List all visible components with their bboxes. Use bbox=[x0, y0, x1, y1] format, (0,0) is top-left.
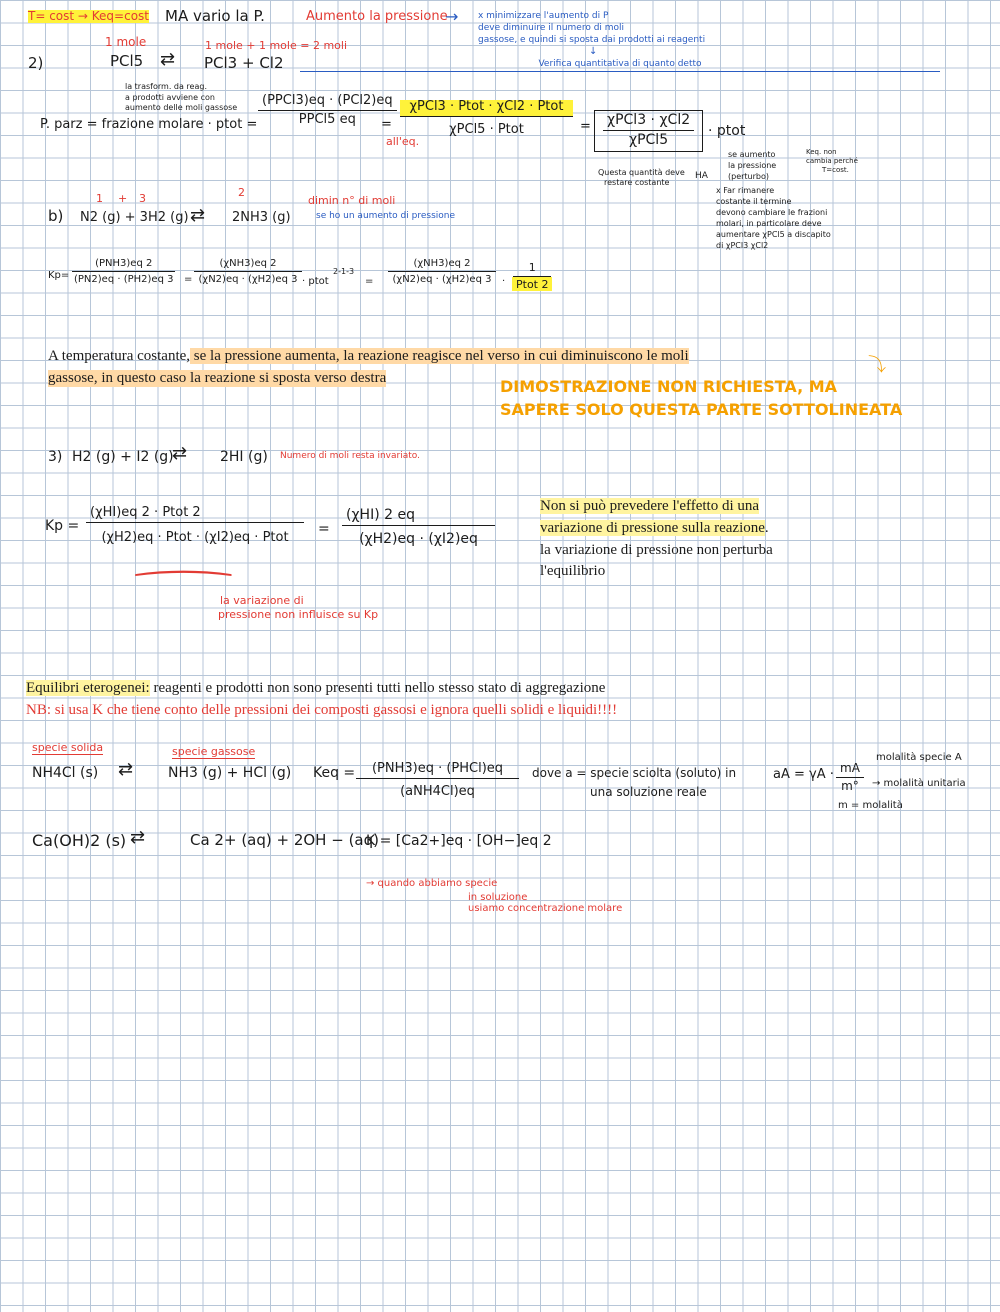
het-line1 bbox=[26, 680, 605, 697]
quando-note-1: → quando abbiamo specie bbox=[366, 878, 498, 889]
a-formula: aA = γA · bbox=[773, 767, 834, 782]
brace-icon: ( bbox=[122, 568, 249, 578]
one-mole-label: 1 mole bbox=[105, 35, 147, 49]
numero-label: Numero di moli resta invariato. bbox=[280, 451, 420, 461]
ppar-label: P. parz = frazione molare · ptot = bbox=[40, 117, 258, 132]
la-var-2: pressione non influisce su Kp bbox=[218, 608, 379, 621]
ex2-products: PCl3 + Cl2 bbox=[204, 54, 284, 72]
questa-note: Questa quantità deve bbox=[598, 168, 685, 177]
trasform-note-1: la trasform. da reag. bbox=[125, 82, 207, 91]
ex3-fraction-1 bbox=[86, 506, 304, 546]
far-note-3: devono cambiare le frazioni bbox=[716, 208, 828, 217]
molalita-a-label: molalità specie A bbox=[876, 752, 962, 763]
coef-2: 2 bbox=[238, 186, 245, 199]
ex3-number: 3) bbox=[48, 449, 63, 465]
dot-b: · bbox=[502, 276, 506, 287]
keq-label: Keq = bbox=[313, 765, 356, 781]
keq-note-3: T=cost. bbox=[822, 166, 849, 174]
box-den: χPCl5 bbox=[629, 132, 669, 149]
dim-label-2: SAPERE SOLO QUESTA PARTE SOTTOLINEATA bbox=[500, 400, 903, 419]
dimin-label: dimin n° di moli bbox=[308, 194, 396, 207]
aumento-label: Aumento la pressione bbox=[306, 9, 448, 24]
far-note-4: molari, in particolare deve bbox=[716, 219, 822, 228]
r2-products: Ca 2+ (aq) + 2OH − (aq) bbox=[190, 831, 379, 849]
side-note-2: variazione di pressione sulla reazione bbox=[540, 520, 765, 536]
equals-sign-2: = bbox=[580, 119, 591, 134]
dove-label-2: una soluzione reale bbox=[590, 785, 707, 799]
side-note-dot: . bbox=[764, 520, 769, 536]
ex2-fraction-1-den: PPCl5 eq bbox=[298, 112, 356, 128]
se-aumento-1: se aumento bbox=[728, 150, 776, 159]
constant-quantity-box bbox=[594, 110, 703, 152]
r2-reactant: Ca(OH)2 (s) bbox=[32, 831, 127, 850]
ex2-fraction-2-den: χPCl5 · Ptot bbox=[449, 122, 524, 138]
ex2-reactant: PCl5 bbox=[110, 52, 144, 70]
het-nb: NB: si usa K che tiene conto delle pressioni dei composti gassosi e ignora quelli solidi e liquidi!!!! bbox=[26, 702, 618, 718]
all-eq-label: all'eq. bbox=[386, 135, 420, 148]
ex2-number: 2) bbox=[28, 54, 44, 72]
la-var-1: la variazione di bbox=[220, 594, 304, 607]
ptot-label: · ptot bbox=[708, 123, 746, 139]
para1-line1-a: A temperatura costante, bbox=[48, 348, 191, 364]
exb-reactants: N2 (g) + 3H2 (g) bbox=[80, 210, 189, 225]
para1-line2: gassose, in questo caso la reazione si sposta verso destra bbox=[48, 370, 387, 386]
curved-arrow-icon: ⤵ bbox=[868, 355, 886, 376]
two-moles-label: 1 mole + 1 mole = 2 moli bbox=[205, 39, 348, 52]
ex3-f2-den: (χH2)eq · (χI2)eq bbox=[359, 531, 478, 548]
side-note-3: la variazione di pressione non perturba bbox=[540, 542, 773, 558]
a-den: m° bbox=[841, 779, 859, 794]
t-cost-label: T= cost → Keq=cost bbox=[28, 9, 150, 23]
exb-f2-num: (χNH3)eq 2 bbox=[194, 258, 302, 272]
side-note-line1 bbox=[540, 498, 759, 515]
exb-f1-num: (PNH3)eq 2 bbox=[72, 258, 175, 272]
minimize-note-3: gassose, e quindi si sposta dai prodotti ai reagenti bbox=[478, 35, 706, 45]
ex3-f1-den: (χH2)eq · Ptot · (χI2)eq · Ptot bbox=[101, 530, 289, 546]
far-note-2: costante il termine bbox=[716, 197, 792, 206]
molality-fraction bbox=[836, 762, 864, 793]
kp-label-3: Kp = bbox=[45, 518, 80, 534]
equals-3: = bbox=[318, 521, 330, 537]
r1-reactant: NH4Cl (s) bbox=[32, 765, 99, 781]
ex2-fraction-2 bbox=[400, 100, 573, 138]
far-note-1: x Far rimanere bbox=[716, 186, 775, 195]
far-note-5: aumentare χPCl5 a discapito bbox=[716, 230, 831, 239]
far-note-6: di χPCl3 χCl2 bbox=[716, 241, 769, 250]
exb-f3-num: (χNH3)eq 2 bbox=[388, 258, 496, 272]
minimize-note-2: deve diminuire il numero di moli bbox=[478, 23, 625, 33]
molalita-u-label: → molalità unitaria bbox=[872, 778, 966, 789]
exb-number: b) bbox=[48, 207, 64, 225]
equilibrium-arrow-icon-het2: ⇄ bbox=[130, 827, 144, 848]
equilibrium-arrow-icon: ⇄ bbox=[160, 49, 174, 70]
keq-fraction bbox=[356, 762, 519, 800]
specie-gassose-label: specie gassose bbox=[172, 745, 256, 758]
coef-1: 1 bbox=[96, 192, 103, 205]
exb-f1-den: (PN2)eq · (PH2)eq 3 bbox=[74, 274, 174, 285]
exb-fraction-2 bbox=[194, 258, 302, 285]
ex3-reactants: H2 (g) + I2 (g) bbox=[72, 449, 174, 465]
coef-plus: + bbox=[118, 192, 128, 205]
exb-fraction-4 bbox=[512, 262, 552, 291]
equilibrium-arrow-icon-het1: ⇄ bbox=[118, 759, 132, 780]
exp-label: 2-1-3 bbox=[333, 267, 355, 276]
keq-num: (PNH3)eq · (PHCl)eq bbox=[356, 762, 519, 779]
exb-f4-den: Ptot 2 bbox=[512, 277, 552, 291]
keq-note-1: Keq. non bbox=[806, 148, 837, 156]
quando-note-3: usiamo concentrazione molare bbox=[468, 903, 623, 914]
quando-note-2: in soluzione bbox=[468, 892, 528, 903]
se-aumento-2: la pressione bbox=[728, 161, 777, 170]
equals-sign: = bbox=[381, 117, 392, 132]
exb-f2-den: (χN2)eq · (χH2)eq 3 bbox=[198, 274, 298, 285]
ex3-f2-num: (χHI) 2 eq bbox=[342, 508, 495, 526]
arrow-icon: → bbox=[445, 7, 459, 26]
exb-fraction-3 bbox=[388, 258, 496, 285]
side-note-line2 bbox=[540, 520, 769, 537]
keq-den: (aNH4Cl)eq bbox=[400, 784, 475, 800]
m-molalita-label: m = molalità bbox=[838, 800, 903, 811]
ptot-exp-label: · ptot bbox=[302, 276, 329, 287]
ex3-product: 2HI (g) bbox=[220, 449, 268, 465]
ex3-fraction-2 bbox=[342, 508, 495, 548]
het-rest: reagenti e prodotti non sono presenti tutti nello stesso stato di aggregazione bbox=[149, 680, 606, 696]
minimize-note-1: x minimizzare l'aumento di P bbox=[478, 11, 609, 21]
k-expression: K = [Ca2+]eq · [OH−]eq 2 bbox=[366, 833, 552, 849]
exb-product: 2NH3 (g) bbox=[232, 210, 291, 225]
dim-label-1: DIMOSTRAZIONE NON RICHIESTA, MA bbox=[500, 377, 838, 396]
ex2-fraction-1-num: (PPCl3)eq · (PCl2)eq bbox=[258, 94, 397, 111]
ha-label: HA bbox=[695, 171, 708, 181]
keq-note-2: cambia perché bbox=[806, 157, 858, 165]
box-num: χPCl3 · χCl2 bbox=[603, 113, 694, 131]
equilibrium-arrow-icon-3: ⇄ bbox=[172, 443, 186, 464]
para1-line1-b: se la pressione aumenta, la reazione reagisce nel verso in cui diminuiscono le moli bbox=[190, 348, 689, 364]
trasform-note-3: aumento delle moli gassose bbox=[125, 103, 238, 112]
side-note-4: l'equilibrio bbox=[540, 563, 606, 579]
kp-label-b: Kp= bbox=[48, 270, 70, 281]
a-num: mA bbox=[836, 762, 864, 778]
verifica-label: Verifica quantitativa di quanto detto bbox=[300, 60, 940, 72]
r1-products: NH3 (g) + HCl (g) bbox=[168, 765, 292, 781]
side-note-1: Non si può prevedere l'effetto di una bbox=[540, 498, 760, 514]
para1-line1 bbox=[48, 348, 689, 365]
ex2-fraction-1 bbox=[258, 94, 397, 128]
ma-vario-label: MA vario la P. bbox=[165, 7, 265, 25]
se-aumento-3: (perturbo) bbox=[728, 172, 769, 181]
coef-3: 3 bbox=[139, 192, 146, 205]
ex3-f1-num: (χHI)eq 2 · Ptot 2 bbox=[86, 506, 304, 523]
equals-b-2: = bbox=[365, 276, 374, 287]
down-arrow-icon: ↓ bbox=[589, 46, 598, 57]
exb-f3-den: (χN2)eq · (χH2)eq 3 bbox=[392, 274, 492, 285]
trasform-note-2: a prodotti avviene con bbox=[125, 93, 215, 102]
ex2-fraction-2-num: χPCl3 · Ptot · χCl2 · Ptot bbox=[400, 100, 573, 117]
exb-fraction-1 bbox=[70, 258, 177, 285]
restare-note: restare costante bbox=[604, 178, 670, 187]
se-ho-label: se ho un aumento di pressione bbox=[316, 211, 456, 221]
dove-label: dove a = specie sciolta (soluto) in bbox=[532, 766, 737, 780]
exb-f4-num: 1 bbox=[513, 262, 551, 277]
equals-b-1: = bbox=[184, 274, 193, 285]
equilibrium-arrow-icon-b: ⇄ bbox=[190, 205, 204, 226]
specie-solida-label: specie solida bbox=[32, 741, 104, 754]
het-title: Equilibri eterogenei: bbox=[26, 680, 150, 696]
